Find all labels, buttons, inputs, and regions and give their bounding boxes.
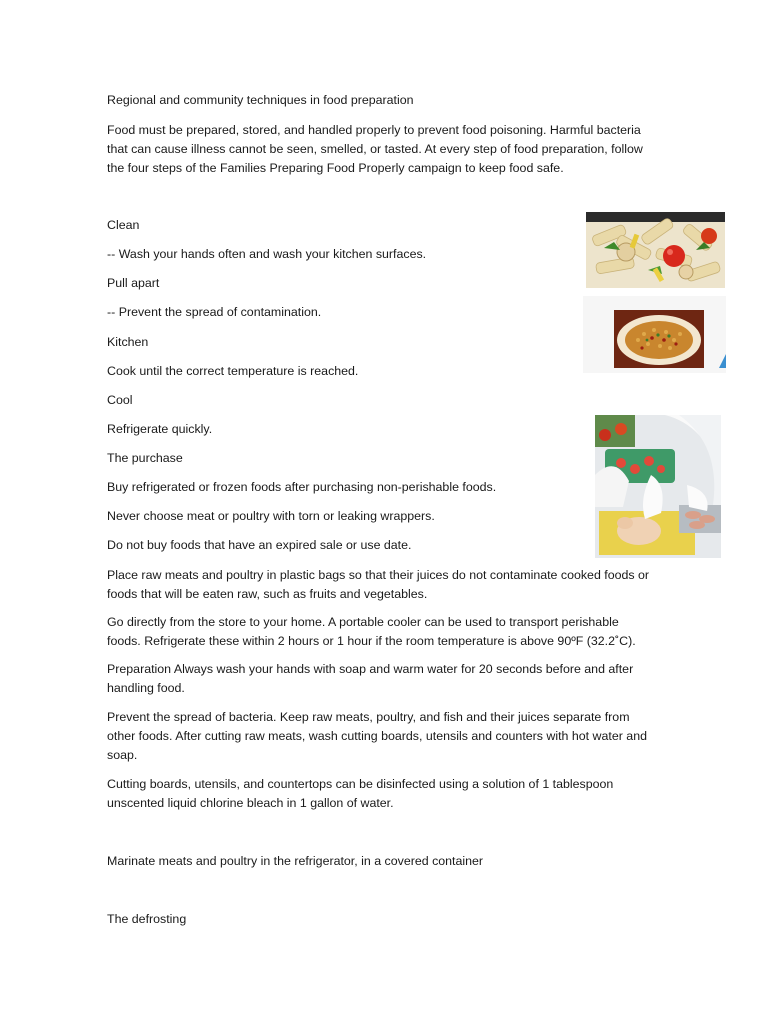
clean-text: -- Wash your hands often and wash your kitchen surfaces.: [107, 247, 427, 261]
kitchen-preparation-image: [595, 415, 721, 558]
blue-corner-shape: [718, 354, 726, 368]
intro-paragraph: Food must be prepared, stored, and handled properly to prevent food poisoning. Harmful bacteria that can cause illness cannot be seen, smelled, or tasted. At every step of food preparation, follow the four steps of the Families Preparing Food Properly campaign to keep food safe.: [107, 123, 643, 175]
preparation-item-2: Prevent the spread of bacteria. Keep raw meats, poultry, and fish and their juices separate from other foods. After cutting raw meats, wash cutting boards, utensils and counters with hot water and soap.: [107, 710, 647, 762]
kitchen-preparation-illustration: [595, 415, 721, 558]
purchase-item-2: Never choose meat or poultry with torn or leaking wrappers.: [107, 509, 435, 523]
preparation-item-3: Cutting boards, utensils, and countertops can be disinfected using a solution of 1 tablespoon unscented liquid chlorine bleach in 1 gallon of water.: [107, 777, 614, 810]
kitchen-heading: Kitchen: [107, 335, 149, 349]
purchase-item-5: Go directly from the store to your home. A portable cooler can be used to transport perishable foods. Refrigerate these within 2 hours or 1 hour if the room temperature is above 90ºF (32.2˚C).: [107, 615, 636, 648]
purchase-item-4: Place raw meats and poultry in plastic bags so that their juices do not contaminate cooked foods or foods that will be eaten raw, such as fruits and vegetables.: [107, 568, 650, 601]
cool-text: Refrigerate quickly.: [107, 422, 213, 436]
cool-heading: Cool: [107, 393, 133, 407]
pasta-salad-illustration: [586, 212, 725, 288]
clean-heading: Clean: [107, 218, 140, 232]
pull-apart-heading: Pull apart: [107, 276, 160, 290]
document-title: Regional and community techniques in food preparation: [107, 93, 414, 107]
kitchen-text: Cook until the correct temperature is reached.: [107, 364, 359, 378]
pull-apart-text: -- Prevent the spread of contamination.: [107, 305, 322, 319]
preparation-item-1: Preparation Always wash your hands with soap and warm water for 20 seconds before and after handling food.: [107, 662, 634, 695]
rice-dish-illustration: [614, 310, 704, 368]
purchase-item-3: Do not buy foods that have an expired sale or use date.: [107, 538, 412, 552]
defrosting-heading: The defrosting: [107, 912, 187, 926]
purchase-heading: The purchase: [107, 451, 183, 465]
purchase-item-1: Buy refrigerated or frozen foods after purchasing non-perishable foods.: [107, 480, 497, 494]
rice-dish-image: [614, 310, 704, 368]
rice-dish-image-frame: [583, 296, 726, 373]
pasta-salad-image: [586, 212, 725, 288]
marinate-paragraph: Marinate meats and poultry in the refrigerator, in a covered container: [107, 854, 484, 868]
